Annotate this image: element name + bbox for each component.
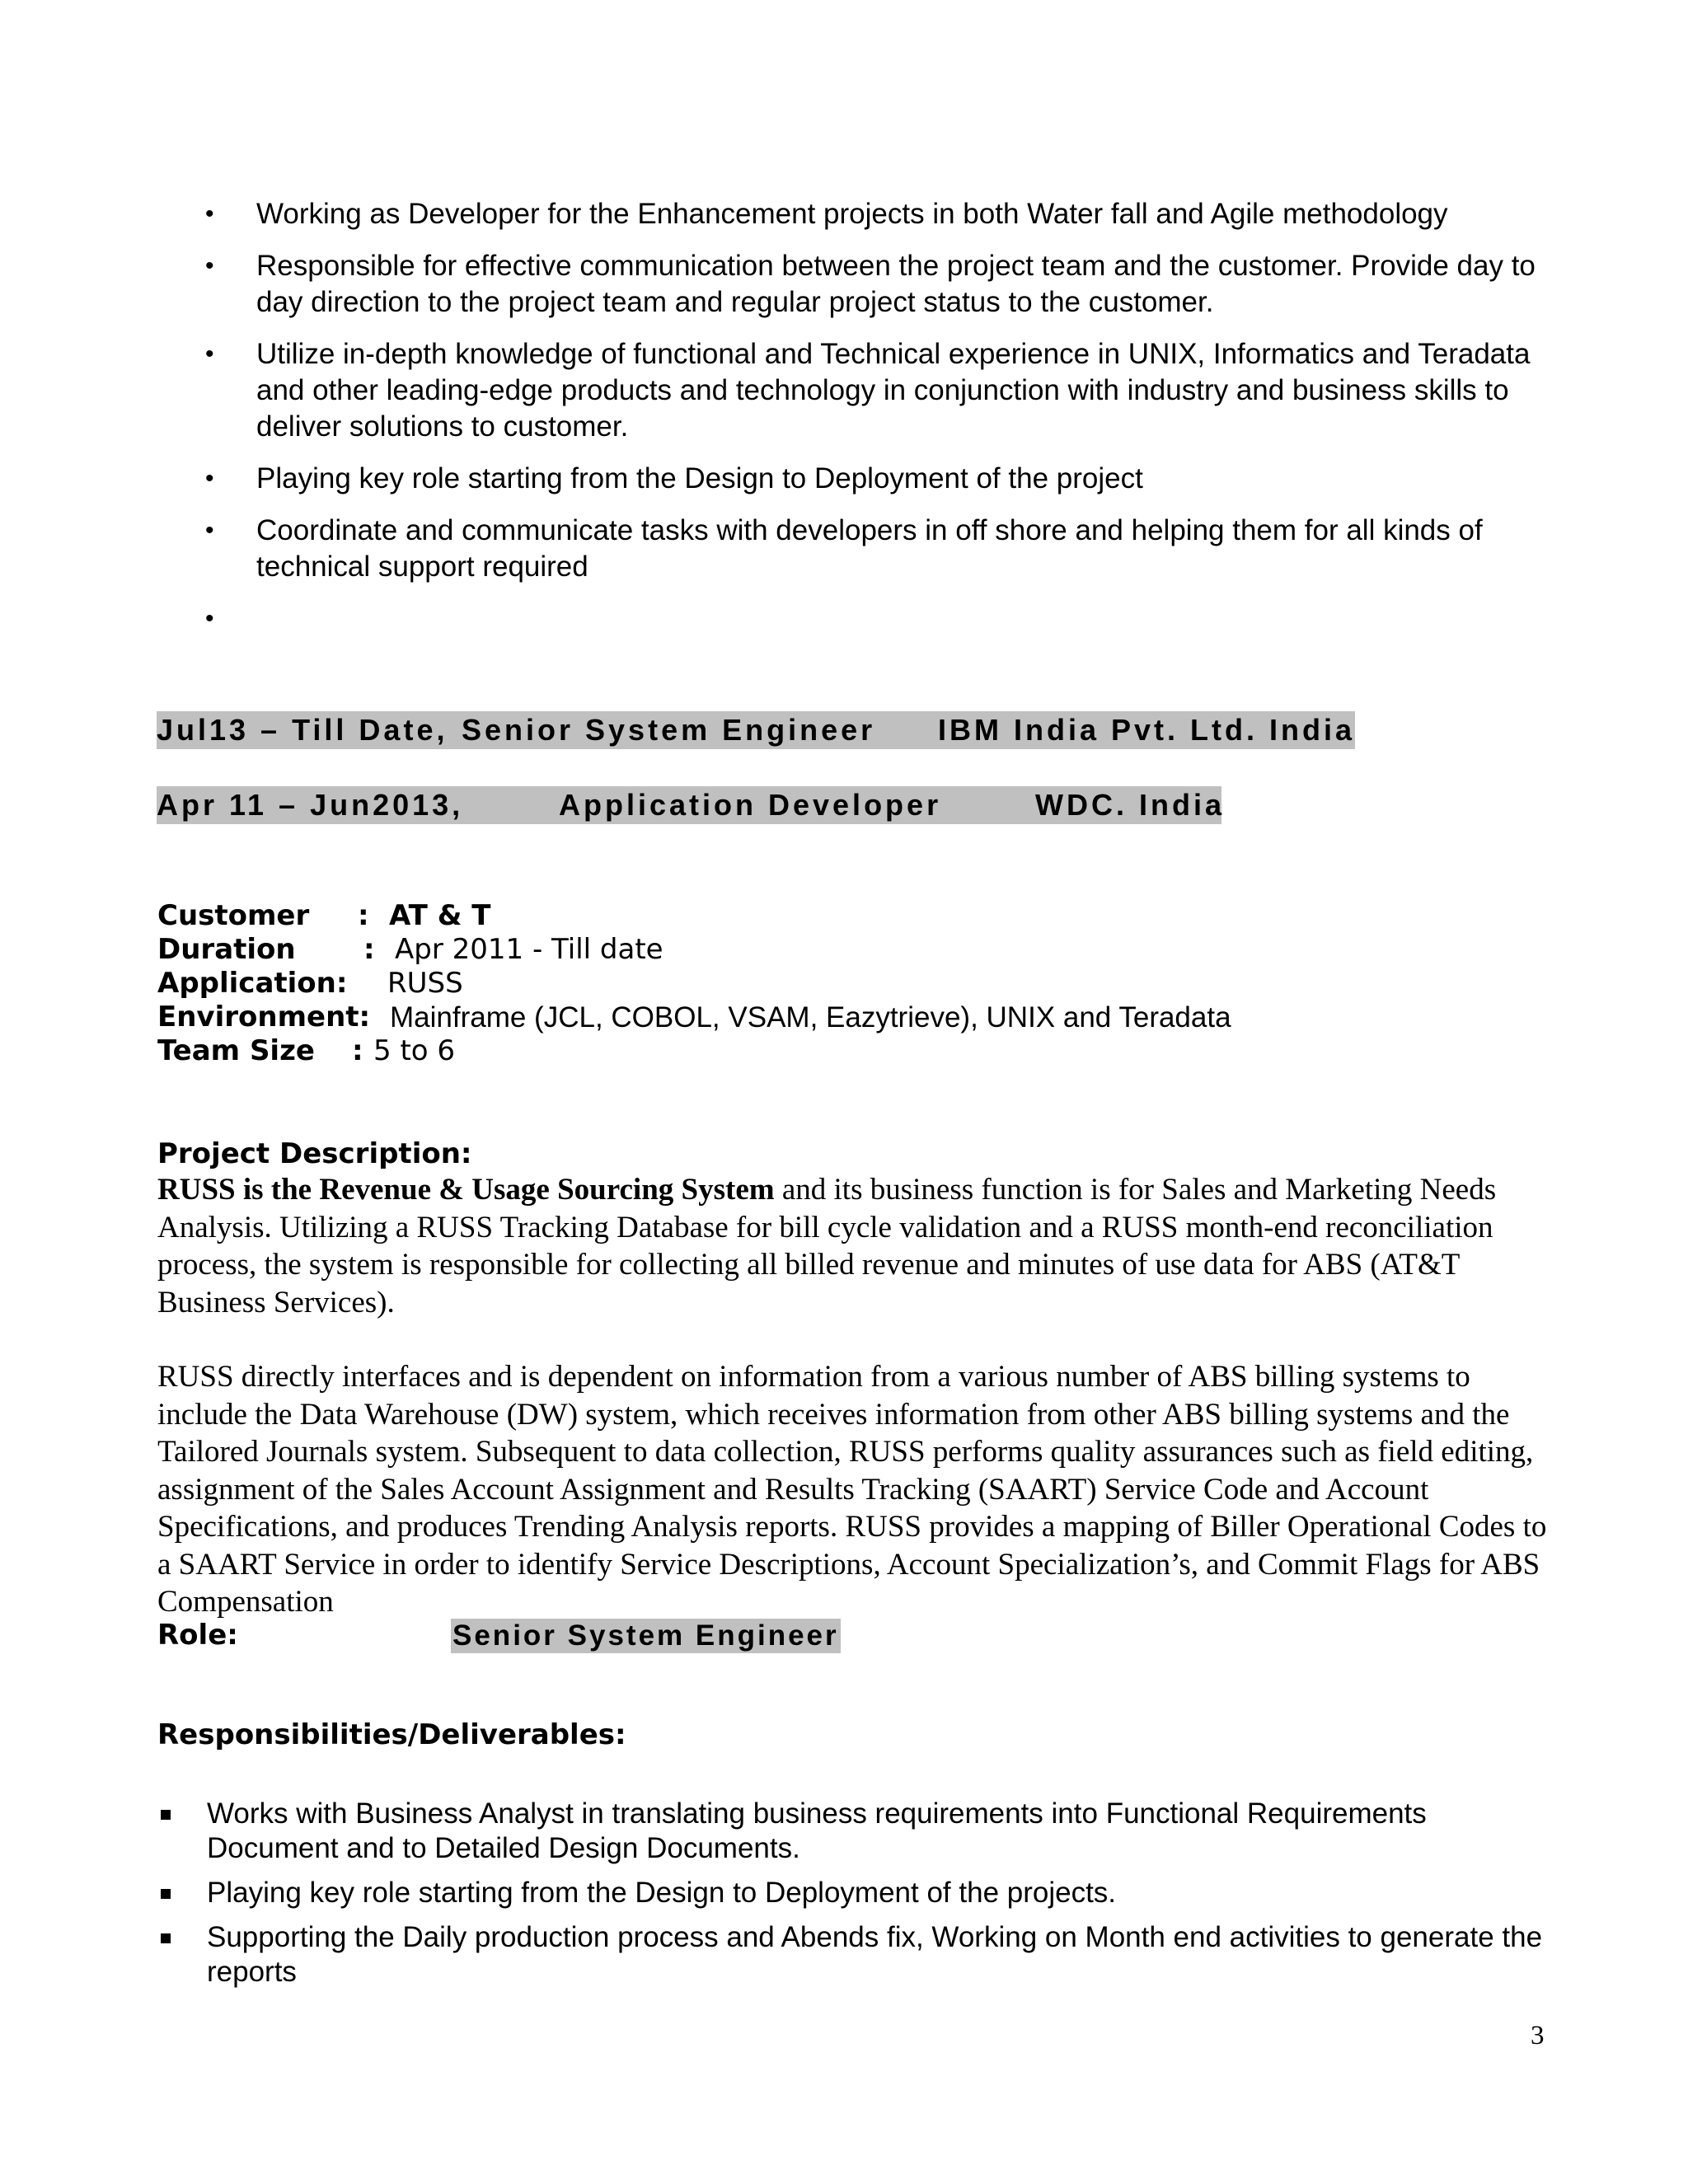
list-item: • Responsible for effective communication between the project team and the customer. Provide day to day direction to the project team and regular project status to the customer. (205, 250, 1536, 318)
role-value: Senior System Engineer (452, 1619, 839, 1652)
square-bullet-icon (161, 1933, 171, 1943)
customer-value: AT & T (389, 899, 491, 932)
customer-label: Customer (157, 899, 310, 932)
list-item: Supporting the Daily production process and Abends fix, Working on Month end activities to generate the reports (157, 1920, 1559, 1990)
page-number: 3 (1531, 2021, 1545, 2050)
bullet-icon: • (205, 517, 214, 544)
project-description-para-1: RUSS is the Revenue & Usage Sourcing System and its business function is for Sales and Marketing Needs Analysis. Utilizing a RUSS Tracking Database for bill cycle validation and a RUSS month-end reconciliation process, the system is responsible for collecting all billed revenue and minutes of use data for ABS (AT&T Business Services). (157, 1173, 1497, 1319)
bullet-icon: • (205, 465, 214, 492)
environment-label: Environment: (157, 1001, 371, 1033)
job-period: Jul13 – Till Date, (157, 713, 448, 747)
job-company: IBM India Pvt. Ltd. India (938, 713, 1356, 747)
role-label: Role: (157, 1619, 238, 1652)
square-bullet-icon (161, 1889, 171, 1899)
bullet-icon: • (205, 340, 214, 368)
colon: : (363, 933, 375, 966)
job-title: Application Developer (559, 788, 942, 822)
bullet-icon: • (205, 605, 214, 632)
list-item: • Coordinate and communicate tasks with developers in off shore and helping them for all kinds of technical support required (205, 514, 1483, 583)
application-value: RUSS (387, 967, 463, 1000)
team-size-value: 5 to 6 (373, 1034, 456, 1067)
project-description-heading: Project Description: (157, 1137, 472, 1170)
list-item: Playing key role starting from the Design to Deployment of the projects. (157, 1876, 1559, 1910)
job-title: Senior System Engineer (462, 713, 876, 747)
colon: : (352, 1034, 363, 1067)
list-item: • Working as Developer for the Enhancement projects in both Water fall and Agile methodology (205, 196, 1557, 232)
application-label: Application: (157, 967, 348, 1000)
square-bullet-icon (161, 1810, 171, 1820)
list-item: Works with Business Analyst in translating business requirements into Functional Requirements Document and to Detailed Design Documents. (157, 1797, 1559, 1866)
bullet-icon: • (205, 252, 214, 279)
team-size-label: Team Size (157, 1034, 315, 1067)
duration-value: Apr 2011 - Till date (395, 933, 663, 966)
project-description-para-2: RUSS directly interfaces and is dependent on information from a various number of ABS billing systems to include the Data Warehouse (DW) system, which receives information from other ABS billing systems and the Tailored Journals system. Subsequent to data collection, RUSS performs quality assurances such as field editing, assignment of the Sales Account Assignment and Results Tracking (SAART) Service Code and Account Specifications, and produces Trending Analysis reports. RUSS provides a mapping of Biller Operational Codes to a SAART Service in order to identify Service Descriptions, Account Specialization’s, and Commit Flags for ABS Compensation (157, 1360, 1547, 1619)
job-company: WDC. India (1035, 788, 1225, 822)
colon: : (358, 899, 369, 932)
deliverables-list (157, 1797, 1559, 1999)
list-item (205, 601, 1557, 637)
responsibility-bullet-list (205, 196, 1557, 653)
job-header-ibm (157, 711, 1355, 749)
responsibilities-heading: Responsibilities/Deliverables: (157, 1718, 626, 1751)
job-period: Apr 11 – Jun2013, (157, 788, 464, 822)
duration-label: Duration (157, 933, 296, 966)
job-header-wdc (157, 786, 1225, 824)
list-item: • Playing key role starting from the Design to Deployment of the project (205, 461, 1557, 497)
environment-value: Mainframe (JCL, COBOL, VSAM, Eazytrieve), UNIX and Teradata (390, 1001, 1231, 1033)
list-item: • Utilize in-depth knowledge of functional and Technical experience in UNIX, Informatics and Teradata and other leading-edge products and technology in conjunction with industry and business skills to deliver solutions to customer. (205, 338, 1531, 443)
system-name: RUSS is the Revenue & Usage Sourcing System (157, 1173, 775, 1207)
bullet-icon: • (205, 200, 214, 227)
